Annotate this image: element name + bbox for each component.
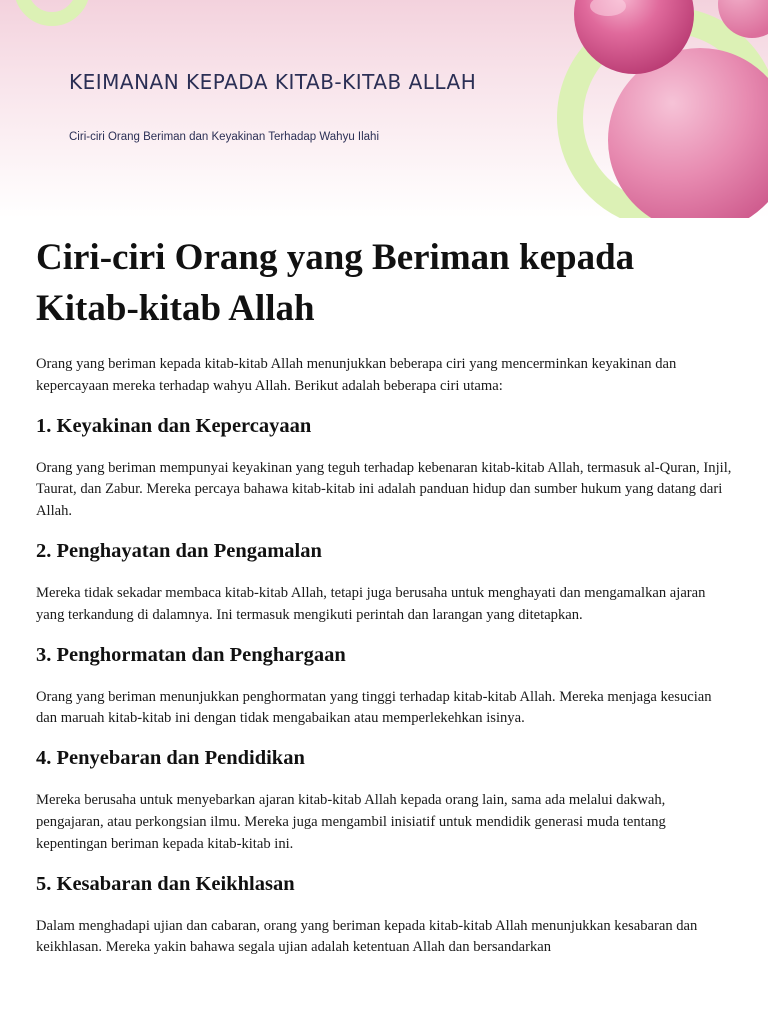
green-ring-left — [21, 0, 83, 19]
section-heading: 1. Keyakinan dan Kepercayaan — [36, 414, 312, 437]
section-heading: 3. Penghormatan dan Penghargaan — [36, 643, 346, 666]
header-title: KEIMANAN KEPADA KITAB-KITAB ALLAH — [69, 70, 477, 94]
article-content — [36, 232, 736, 973]
intro-paragraph: Orang yang beriman kepada kitab-kitab Allah menunjukkan beberapa ciri yang mencerminkan keyakinan dan kepercayaan mereka terhadap wahyu Allah. Berikut adalah beberapa ciri utama: — [36, 356, 677, 394]
section-heading: 2. Penghayatan dan Pengamalan — [36, 539, 322, 562]
header-banner — [0, 0, 768, 218]
section-paragraph: Orang yang beriman mempunyai keyakinan yang teguh terhadap kebenaran kitab-kitab Allah, termasuk al-Quran, Injil, Taurat, dan Zabur. Mereka percaya bahawa kitab-kitab ini adalah panduan hidup dan sumber hukum yang datang dari Allah. — [36, 459, 732, 520]
article-title: Ciri-ciri Orang yang Beriman kepada Kitab-kitab Allah — [36, 237, 635, 329]
section-paragraph: Mereka tidak sekadar membaca kitab-kitab Allah, tetapi juga berusaha untuk menghayati dan mengamalkan ajaran yang terkandung di dalamnya. Ini termasuk mengikuti perintah dan larangan yang ditetapkan. — [36, 584, 706, 623]
section-paragraph: Mereka berusaha untuk menyebarkan ajaran kitab-kitab Allah kepada orang lain, sama ada melalui dakwah, pengajaran, atau perkongsian ilmu. Mereka juga mengambil inisiatif untuk mendidik generasi muda tentang kepentingan beriman kepada kitab-kitab ini. — [36, 792, 666, 852]
section-paragraph: Dalam menghadapi ujian dan cabaran, orang yang beriman kepada kitab-kitab Allah menunjukkan kesabaran dan keikhlasan. Mereka yakin bahawa segala ujian adalah ketentuan Allah dan bersandarkan — [36, 917, 698, 956]
section-heading: 5. Kesabaran dan Keikhlasan — [36, 872, 295, 895]
header-subtitle: Ciri-ciri Orang Beriman dan Keyakinan Terhadap Wahyu Ilahi — [69, 131, 380, 143]
decorative-shapes — [0, 0, 768, 218]
section-paragraph: Orang yang beriman menunjukkan penghormatan yang tinggi terhadap kitab-kitab Allah. Mereka menjaga kesucian dan maruah kitab-kitab ini dengan tidak mengabaikan atau memperlekehkan isinya. — [36, 688, 712, 727]
section-heading: 4. Penyebaran dan Pendidikan — [36, 747, 305, 770]
